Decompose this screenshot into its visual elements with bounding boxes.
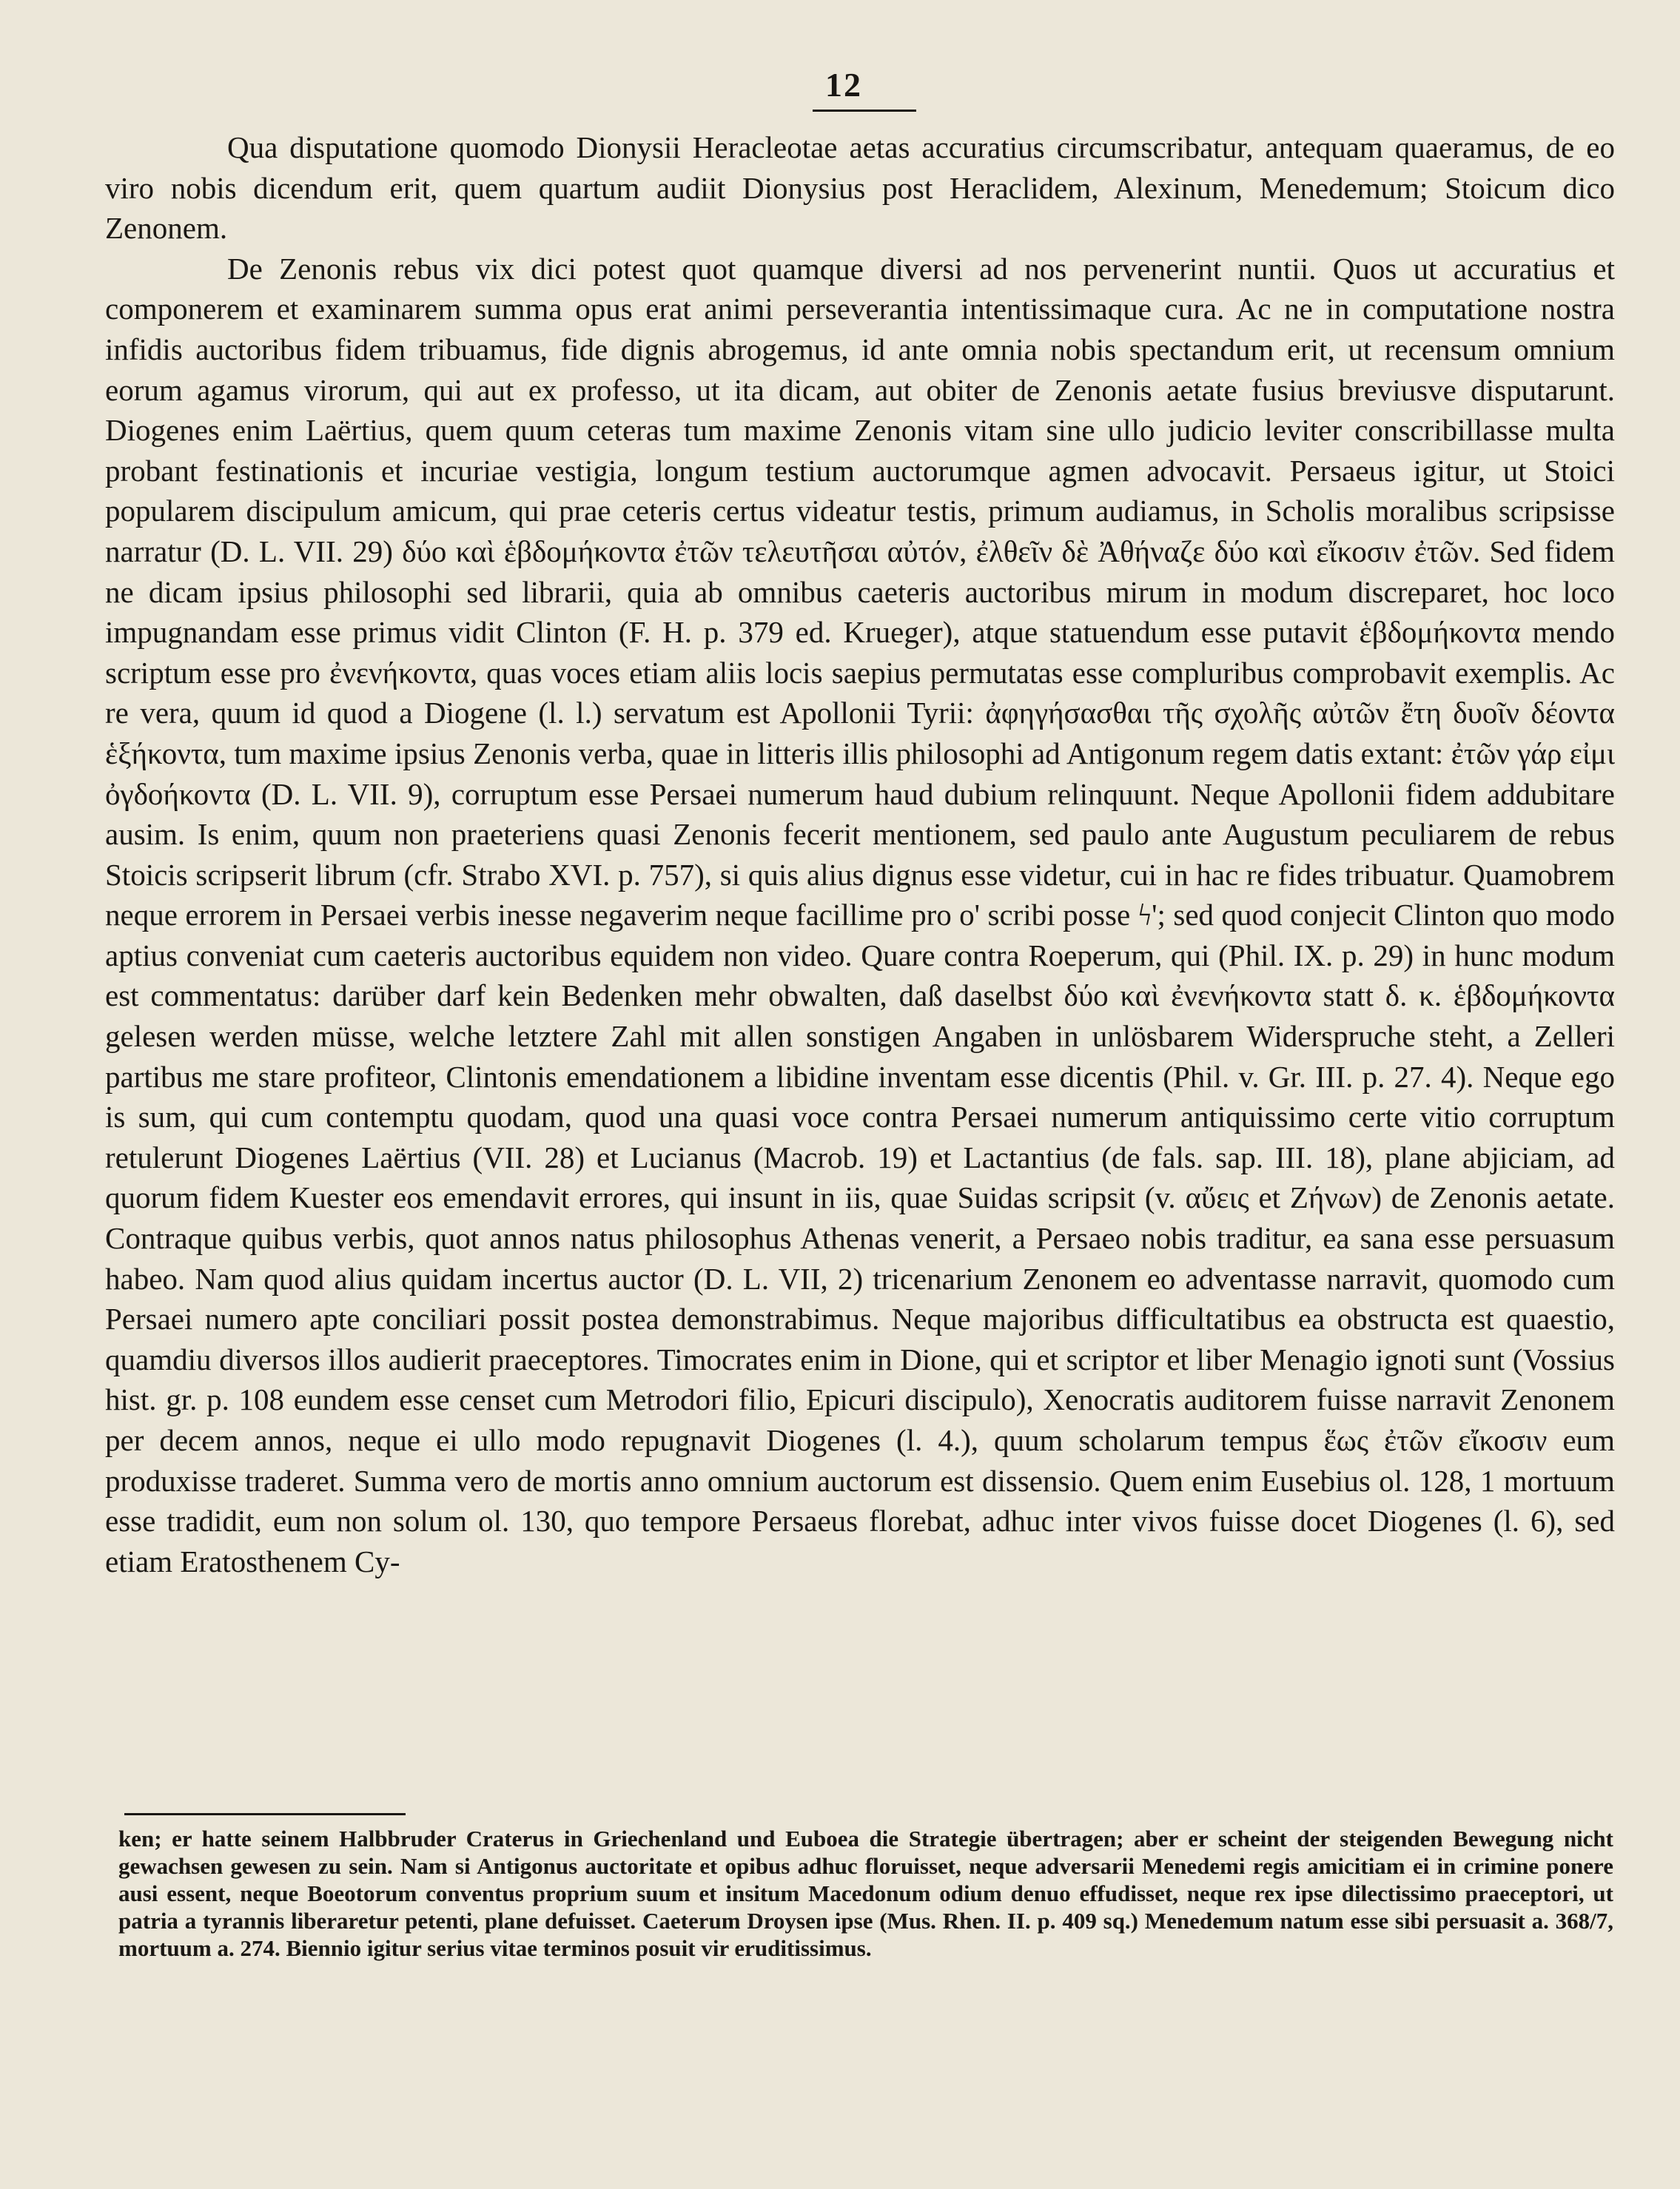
page-number-rule [813, 110, 916, 112]
footnote-divider [124, 1813, 406, 1815]
body-paragraph: Qua disputatione quomodo Dionysii Heracleotae aetas accuratius circumscribatur, antequam quaeramus, de eo viro nobis dicendum erit, quem quartum audiit Dionysius post Heraclidem, Alexinum, Menedemum; Stoicum dico Zenonem. [105, 130, 1615, 246]
main-text [105, 127, 1615, 1581]
footnote: ken; er hatte seinem Halbbruder Craterus in Griechenland und Euboea die Strategie übertragen; aber er scheint der steigenden Bewegung nicht gewachsen gewesen zu sein. Nam si Antigonus auctoritate et opibus adhuc floruisset, neque adversarii Menedemi regis amicitiam ei in crimine ponere ausi essent, neque Boeotorum conventus proprium suum et insitum Macedonum odium denuo effudisset, neque rex ipse dilectissimo praeceptori, ut patria a tyrannis liberaretur petenti, plane defuisset. Caeterum Droysen ipse (Mus. Rhen. II. p. 409 sq.) Menedemum natum esse sibi persuasit a. 368/7, mortuum a. 274. Biennio igitur serius vitae terminos posuit vir eruditissimus. [118, 1826, 1613, 1961]
body-paragraph: De Zenonis rebus vix dici potest quot quamque diversi ad nos pervenerint nuntii. Quos ut accuratius et componerem et examinarem summa opus erat animi perseverantia intentissimaque cura. Ac ne in computatione nostra infidis auctoribus fidem tribuamus, fide dignis abrogemus, id ante omnia nobis spectandum erit, ut recensum omnium eorum agamus virorum, qui aut ex professo, ut ita dicam, aut obiter de Zenonis aetate fusius breviusve disputarunt. Diogenes enim Laërtius, quem quum ceteras tum maxime Zenonis vitam sine ullo judicio leviter conscribillasse multa probant festinationis et incuriae vestigia, longum testium auctorumque agmen advocavit. Persaeus igitur, ut Stoici popularem discipulum amicum, qui prae ceteris certus videatur testis, primum audiamus, in Scholis moralibus scripsisse narratur (D. L. VII. 29) δύο καὶ ἑβδομήκοντα ἐτῶν τελευτῆσαι αὐτόν, ἐλθεῖν δὲ Ἀθήναζε δύο καὶ εἴκοσιν ἐτῶν. Sed fidem ne dicam ipsius philosophi sed librarii, quia ab omnibus caeteris auctoribus mirum in modum discreparet, hoc loco impugnandam esse primus vidit Clinton (F. H. p. 379 ed. Krueger), atque statuendum esse putavit ἑβδομήκοντα mendo scriptum esse pro ἐνενήκοντα, quas voces etiam aliis locis saepius permutatas esse compluribus comprobavit exemplis. Ac re vera, quum id quod a Diogene (l. l.) servatum est Apollonii Tyrii: ἀφηγήσασθαι τῆς σχολῆς αὐτῶν ἔτη δυοῖν δέοντα ἑξήκοντα, tum maxime ipsius Zenonis verba, quae in litteris illis philosophi ad Antigonum regem datis extant: ἐτῶν γάρ εἰμι ὀγδοήκοντα (D. L. VII. 9), corruptum esse Persaei numerum haud dubium relinquunt. Neque Apollonii fidem addubitare ausim. Is enim, quum non praeteriens quasi Zenonis fecerit mentionem, sed paulo ante Augustum peculiarem de rebus Stoicis scripserit librum (cfr. Strabo XVI. p. 757), si quis alius dignus esse videtur, cui in hac re fides tribuatur. Quamobrem neque errorem in Persaei verbis inesse negaverim neque facillime pro ο' scribi posse ϟ'; sed quod conjecit Clinton quo modo aptius conveniat cum caeteris auctoribus equidem non video. Quare contra Roeperum, qui (Phil. IX. p. 29) in hunc modum est commentatus: darüber darf kein Bedenken mehr obwalten, daß daselbst δύο καὶ ἐνενήκοντα statt δ. κ. ἑβδομήκοντα gelesen werden müsse, welche letztere Zahl mit allen sonstigen Angaben in unlösbarem Widerspruche steht, a Zelleri partibus me stare profiteor, Clintonis emendationem a libidine inventam esse dicentis (Phil. v. Gr. III. p. 27. 4). Neque ego is sum, qui cum contemptu quodam, quod una quasi voce contra Persaei numerum antiquissimo certe vitio corruptum retulerunt Diogenes Laërtius (VII. 28) et Lucianus (Macrob. 19) et Lactantius (de fals. sap. III. 18), plane abjiciam, ad quorum fidem Kuester eos emendavit errores, qui insunt in iis, quae Suidas scripsit (v. αὔεις et Ζήνων) de Zenonis aetate. Contraque quibus verbis, quot annos natus philosophus Athenas venerit, a Persaeo nobis traditur, ea sana esse persuasum habeo. Nam quod alius quidam incertus auctor (D. L. VII, 2) tricenarium Zenonem eo adventasse narravit, quomodo cum Persaei numero apte conciliari possit postea demonstrabimus. Neque majoribus difficultatibus ea obstructa est quaestio, quamdiu diversos illos audierit praeceptores. Timocrates enim in Dione, qui et scriptor et liber Menagio ignoti sunt (Vossius hist. gr. p. 108 eundem esse censet cum Metrodori filio, Epicuri discipulo), Xenocratis auditorem fuisse narravit Zenonem per decem annos, neque ei ullo modo repugnavit Diogenes (l. 4.), quum scholarum tempus ἕως ἐτῶν εἴκοσιν eum produxisse traderet. Summa vero de mortis anno omnium auctorum est dissensio. Quem enim Eusebius ol. 128, 1 mortuum esse tradidit, eum non solum ol. 130, quo tempore Persaeus florebat, adhuc inter vivos fuisse docet Diogenes (l. 6), sed etiam Eratosthenem Cy- [105, 251, 1615, 1578]
page-number: 12 [825, 66, 862, 104]
